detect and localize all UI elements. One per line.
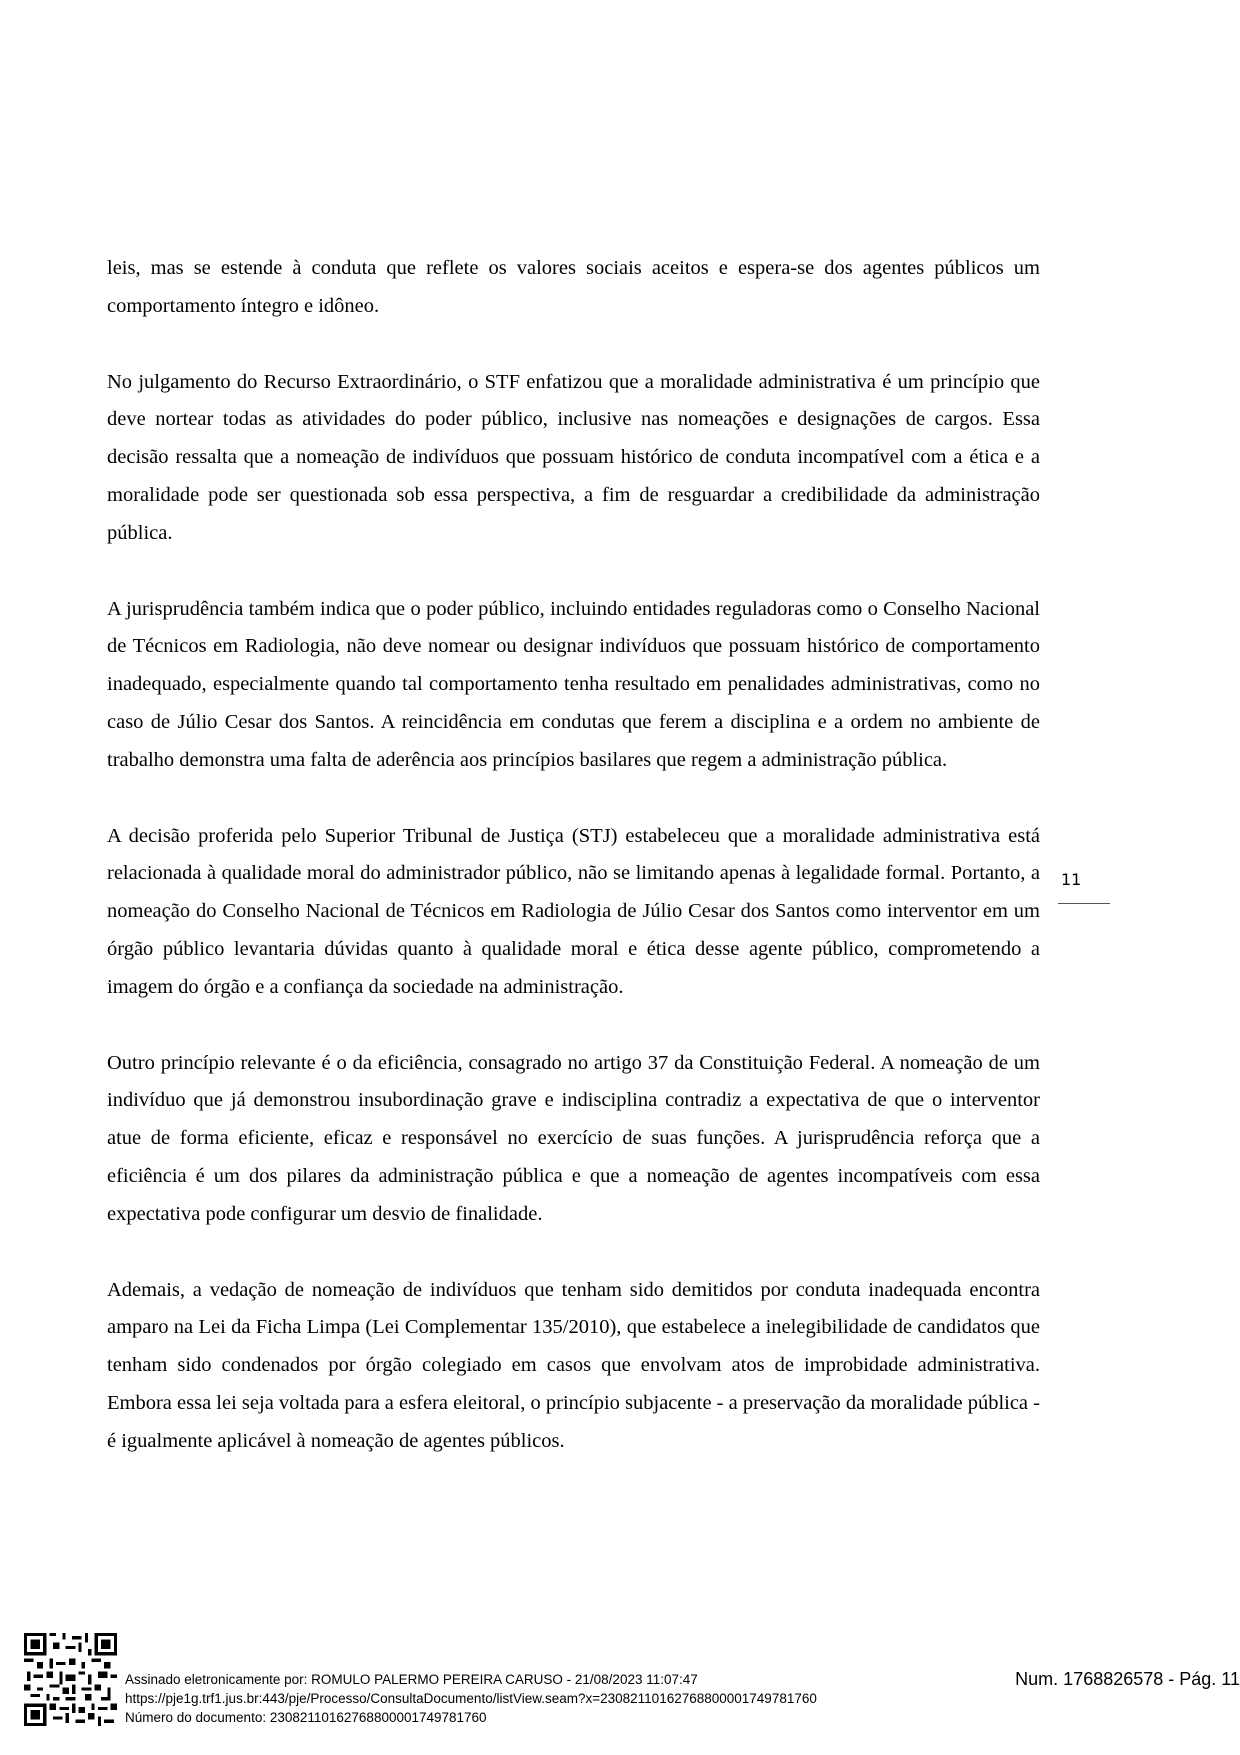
paragraph: No julgamento do Recurso Extraordinário, o STF enfatizou que a moralidade administrativa é um princípio que deve nortear todas as atividades do poder público, inclusive nas nomeações e designações de cargos. Essa decisão ressalta que a nomeação de indivíduos que possuam histórico de conduta incompatível com a ética e a moralidade pode ser questionada sob essa perspectiva, a fim de resguardar a credibilidade da administração pública. [107,370,1040,544]
paragraph: A decisão proferida pelo Superior Tribunal de Justiça (STJ) estabeleceu que a moralidade administrativa está relacionada à qualidade moral do administrador público, não se limitando apenas à legalidade formal. Portanto, a nomeação do Conselho Nacional de Técnicos em Radiologia de Júlio Cesar dos Santos como interventor em um órgão público levantaria dúvidas quanto à qualidade moral e ética desse agente público, comprometendo a imagem do órgão e a confiança da sociedade na administração. [107,824,1040,998]
num-page-label: Num. 1768826578 - Pág. 11 [1015,1669,1240,1689]
paragraph: A jurisprudência também indica que o poder público, incluindo entidades reguladoras como o Conselho Nacional de Técnicos em Radiologia, não deve nomear ou designar indivíduos que possuam histórico de comportamento inadequado, especialmente quando tal comportamento tenha resultado em penalidades administrativas, como no caso de Júlio Cesar dos Santos. A reincidência em condutas que ferem a disciplina e a ordem no ambiente de trabalho demonstra uma falta de aderência aos princípios basilares que regem a administração pública. [107,597,1040,771]
signed-by-text: Assinado eletronicamente por: ROMULO PALERMO PEREIRA CARUSO - 21/08/2023 11:07:47 [125,1672,698,1687]
document-url[interactable]: https://pje1g.trf1.jus.br:443/pje/Processo/ConsultaDocumento/listView.seam?x=23082110162768800001749781760 [125,1691,817,1706]
page-number: 11 [1061,870,1082,889]
signature-info [125,1670,817,1727]
document-number-text: Número do documento: 23082110162768800001749781760 [125,1710,487,1725]
qr-code-icon [24,1633,117,1726]
paragraph: Outro princípio relevante é o da eficiência, consagrado no artigo 37 da Constituição Federal. A nomeação de um indivíduo que já demonstrou insubordinação grave e indisciplina contradiz a expectativa de que o interventor atue de forma eficiente, eficaz e responsável no exercício de suas funções. A jurisprudência reforça que a eficiência é um dos pilares da administração pública e que a nomeação de agentes incompatíveis com essa expectativa pode configurar um desvio de finalidade. [107,1051,1040,1225]
page-number-rule [1058,903,1110,904]
paragraph: leis, mas se estende à conduta que reflete os valores sociais aceitos e espera-se dos agentes públicos um comportamento íntegro e idôneo. [107,257,1040,317]
paragraph: Ademais, a vedação de nomeação de indivíduos que tenham sido demitidos por conduta inadequada encontra amparo na Lei da Ficha Limpa (Lei Complementar 135/2010), que estabelece a inelegibilidade de candidatos que tenham sido condenados por órgão colegiado em casos que envolvam atos de improbidade administrativa. Embora essa lei seja voltada para a esfera eleitoral, o princípio subjacente - a preservação da moralidade pública - é igualmente aplicável à nomeação de agentes públicos. [107,1278,1040,1452]
document-body [107,250,1040,1499]
